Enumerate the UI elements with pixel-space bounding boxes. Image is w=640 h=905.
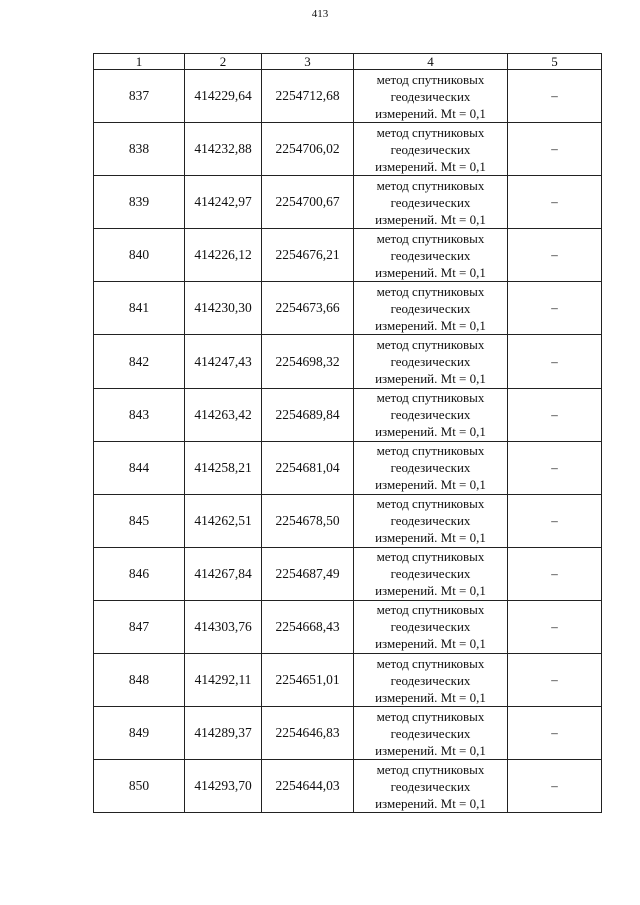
point-number-cell: 838 xyxy=(94,123,185,176)
point-number-cell: 845 xyxy=(94,494,185,547)
x-coordinate-cell: 414293,70 xyxy=(185,760,262,813)
table-body xyxy=(94,70,602,813)
method-text-line: метод спутниковых xyxy=(376,655,485,671)
y-coordinate-cell: 2254689,84 xyxy=(262,388,354,441)
point-number-cell: 844 xyxy=(94,441,185,494)
column-header-3: 3 xyxy=(262,54,354,70)
point-number-cell: 847 xyxy=(94,600,185,653)
point-number-cell: 841 xyxy=(94,282,185,335)
method-text-line: метод спутниковых xyxy=(376,390,485,406)
method-cell xyxy=(354,388,508,441)
note-cell: – xyxy=(508,654,602,707)
method-text-line: измерений. Mt = 0,1 xyxy=(375,105,486,121)
method-text-line: геодезических xyxy=(390,88,471,104)
method-text-line: измерений. Mt = 0,1 xyxy=(375,424,486,440)
column-header-4: 4 xyxy=(354,54,508,70)
x-coordinate-cell: 414226,12 xyxy=(185,229,262,282)
note-cell: – xyxy=(508,229,602,282)
column-header-1: 1 xyxy=(94,54,185,70)
method-text-line: измерений. Mt = 0,1 xyxy=(375,530,486,546)
y-coordinate-cell: 2254698,32 xyxy=(262,335,354,388)
method-text-line: измерений. Mt = 0,1 xyxy=(375,583,486,599)
method-text-line: метод спутниковых xyxy=(376,230,485,246)
method-cell xyxy=(354,654,508,707)
method-cell xyxy=(354,282,508,335)
method-text-line: метод спутниковых xyxy=(376,337,485,353)
x-coordinate-cell: 414258,21 xyxy=(185,441,262,494)
method-text-line: метод спутниковых xyxy=(376,177,485,193)
x-coordinate-cell: 414292,11 xyxy=(185,654,262,707)
x-coordinate-cell: 414262,51 xyxy=(185,494,262,547)
y-coordinate-cell: 2254681,04 xyxy=(262,441,354,494)
note-cell: – xyxy=(508,70,602,123)
coordinates-table xyxy=(93,53,602,813)
x-coordinate-cell: 414242,97 xyxy=(185,176,262,229)
x-coordinate-cell: 414289,37 xyxy=(185,707,262,760)
note-cell: – xyxy=(508,494,602,547)
table-row xyxy=(94,282,602,335)
method-cell xyxy=(354,70,508,123)
point-number-cell: 849 xyxy=(94,707,185,760)
y-coordinate-cell: 2254712,68 xyxy=(262,70,354,123)
page-number: 413 xyxy=(311,8,329,20)
point-number-cell: 846 xyxy=(94,547,185,600)
y-coordinate-cell: 2254687,49 xyxy=(262,547,354,600)
table-row xyxy=(94,760,602,813)
point-number-cell: 840 xyxy=(94,229,185,282)
method-text-line: геодезических xyxy=(390,300,471,316)
table-row xyxy=(94,388,602,441)
x-coordinate-cell: 414232,88 xyxy=(185,123,262,176)
method-text-line: геодезических xyxy=(390,513,471,529)
method-text-line: измерений. Mt = 0,1 xyxy=(375,742,486,758)
method-text-line: измерений. Mt = 0,1 xyxy=(375,795,486,811)
table-row xyxy=(94,335,602,388)
method-cell xyxy=(354,600,508,653)
point-number-cell: 843 xyxy=(94,388,185,441)
method-cell xyxy=(354,335,508,388)
table-row xyxy=(94,707,602,760)
column-header-5: 5 xyxy=(508,54,602,70)
method-text-line: геодезических xyxy=(390,619,471,635)
table-row xyxy=(94,441,602,494)
note-cell: – xyxy=(508,707,602,760)
point-number-cell: 842 xyxy=(94,335,185,388)
method-cell xyxy=(354,707,508,760)
method-text-line: измерений. Mt = 0,1 xyxy=(375,371,486,387)
method-text-line: геодезических xyxy=(390,247,471,263)
method-cell xyxy=(354,441,508,494)
method-text-line: метод спутниковых xyxy=(376,602,485,618)
y-coordinate-cell: 2254676,21 xyxy=(262,229,354,282)
note-cell: – xyxy=(508,335,602,388)
note-cell: – xyxy=(508,282,602,335)
x-coordinate-cell: 414263,42 xyxy=(185,388,262,441)
table-row xyxy=(94,547,602,600)
x-coordinate-cell: 414267,84 xyxy=(185,547,262,600)
y-coordinate-cell: 2254706,02 xyxy=(262,123,354,176)
method-text-line: измерений. Mt = 0,1 xyxy=(375,317,486,333)
method-text-line: геодезических xyxy=(390,407,471,423)
method-cell xyxy=(354,123,508,176)
x-coordinate-cell: 414230,30 xyxy=(185,282,262,335)
method-text-line: метод спутниковых xyxy=(376,761,485,777)
method-cell xyxy=(354,176,508,229)
point-number-cell: 850 xyxy=(94,760,185,813)
method-text-line: геодезических xyxy=(390,566,471,582)
method-text-line: измерений. Mt = 0,1 xyxy=(375,158,486,174)
y-coordinate-cell: 2254678,50 xyxy=(262,494,354,547)
method-text-line: геодезических xyxy=(390,672,471,688)
table-row xyxy=(94,123,602,176)
y-coordinate-cell: 2254673,66 xyxy=(262,282,354,335)
point-number-cell: 848 xyxy=(94,654,185,707)
y-coordinate-cell: 2254651,01 xyxy=(262,654,354,707)
note-cell: – xyxy=(508,600,602,653)
method-text-line: измерений. Mt = 0,1 xyxy=(375,636,486,652)
table-row xyxy=(94,600,602,653)
table-row xyxy=(94,176,602,229)
x-coordinate-cell: 414303,76 xyxy=(185,600,262,653)
table-row xyxy=(94,70,602,123)
method-text-line: измерений. Mt = 0,1 xyxy=(375,477,486,493)
table-header-row xyxy=(94,54,602,70)
x-coordinate-cell: 414229,64 xyxy=(185,70,262,123)
method-cell xyxy=(354,494,508,547)
point-number-cell: 837 xyxy=(94,70,185,123)
column-header-2: 2 xyxy=(185,54,262,70)
y-coordinate-cell: 2254700,67 xyxy=(262,176,354,229)
method-cell xyxy=(354,229,508,282)
point-number-cell: 839 xyxy=(94,176,185,229)
method-text-line: метод спутниковых xyxy=(376,549,485,565)
method-text-line: измерений. Mt = 0,1 xyxy=(375,264,486,280)
y-coordinate-cell: 2254668,43 xyxy=(262,600,354,653)
note-cell: – xyxy=(508,388,602,441)
method-text-line: метод спутниковых xyxy=(376,496,485,512)
method-text-line: геодезических xyxy=(390,194,471,210)
note-cell: – xyxy=(508,441,602,494)
method-text-line: геодезических xyxy=(390,778,471,794)
note-cell: – xyxy=(508,547,602,600)
method-text-line: геодезических xyxy=(390,141,471,157)
note-cell: – xyxy=(508,123,602,176)
x-coordinate-cell: 414247,43 xyxy=(185,335,262,388)
note-cell: – xyxy=(508,176,602,229)
method-text-line: измерений. Mt = 0,1 xyxy=(375,689,486,705)
y-coordinate-cell: 2254646,83 xyxy=(262,707,354,760)
table-row xyxy=(94,494,602,547)
method-text-line: метод спутниковых xyxy=(376,124,485,140)
method-text-line: геодезических xyxy=(390,460,471,476)
method-cell xyxy=(354,760,508,813)
method-text-line: метод спутниковых xyxy=(376,443,485,459)
method-text-line: метод спутниковых xyxy=(376,283,485,299)
table-row xyxy=(94,229,602,282)
table-row xyxy=(94,654,602,707)
y-coordinate-cell: 2254644,03 xyxy=(262,760,354,813)
note-cell: – xyxy=(508,760,602,813)
method-text-line: геодезических xyxy=(390,725,471,741)
method-text-line: метод спутниковых xyxy=(376,71,485,87)
method-cell xyxy=(354,547,508,600)
method-text-line: метод спутниковых xyxy=(376,708,485,724)
method-text-line: геодезических xyxy=(390,354,471,370)
method-text-line: измерений. Mt = 0,1 xyxy=(375,211,486,227)
